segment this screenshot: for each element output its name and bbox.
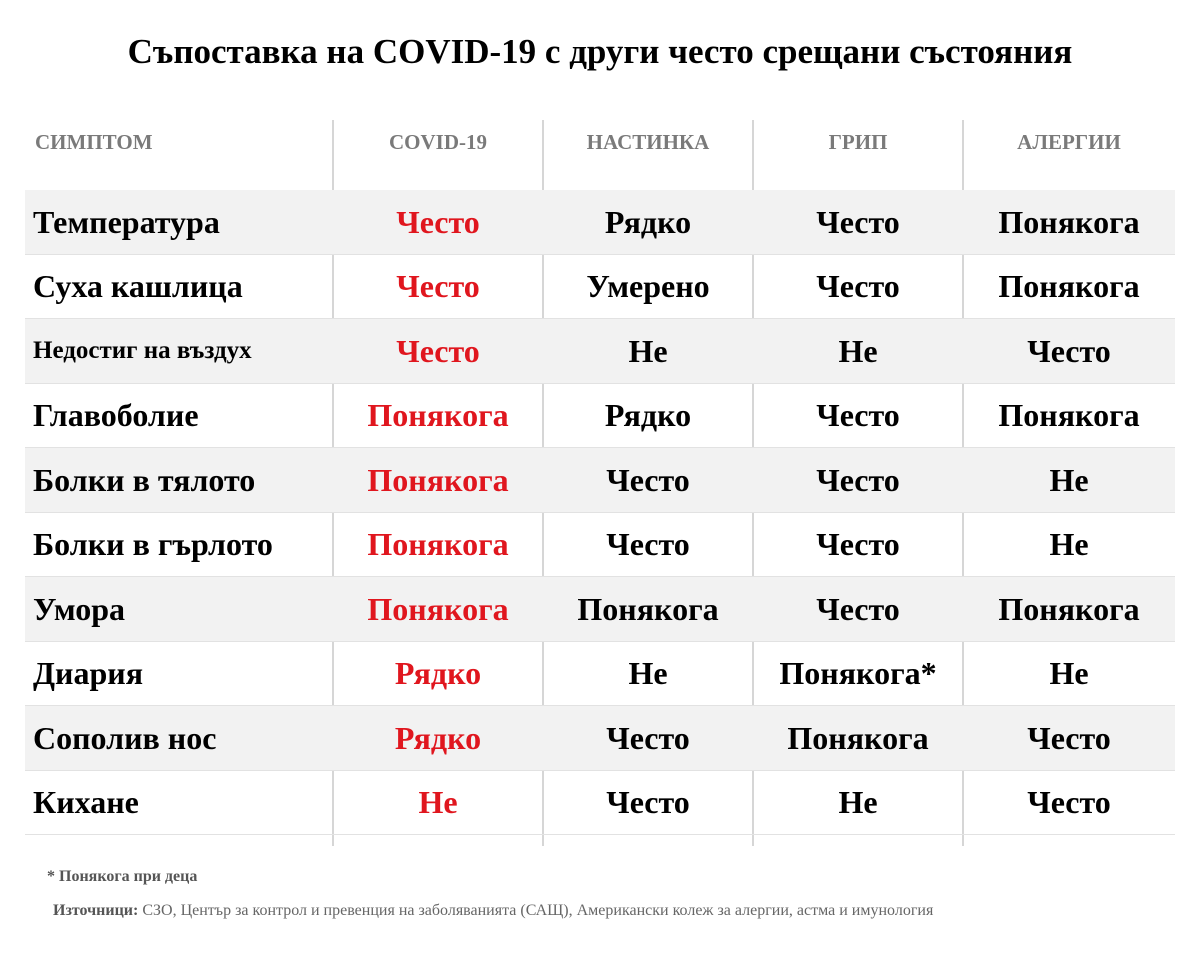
flu-cell: Не — [838, 332, 878, 369]
sources-text: СЗО, Център за контрол и превенция на заболяванията (САЩ), Американски колеж за алергии, астма и имунология — [138, 902, 934, 919]
covid-cell: Често — [396, 332, 480, 369]
cold-cell: Умерено — [586, 268, 710, 305]
allergies-cell: Понякога — [998, 268, 1140, 305]
covid-cell: Често — [396, 268, 480, 305]
flu-cell: Често — [816, 461, 900, 498]
flu-cell: Често — [816, 397, 900, 434]
table-row — [25, 319, 1175, 384]
symptom-cell: Главоболие — [33, 397, 199, 434]
sources-line — [53, 902, 933, 920]
symptom-cell: Температура — [33, 203, 220, 240]
allergies-cell: Понякога — [998, 590, 1140, 627]
table-row — [25, 706, 1175, 771]
table-row — [25, 513, 1175, 578]
cold-cell: Рядко — [604, 397, 692, 434]
flu-cell: Често — [816, 590, 900, 627]
table-row — [25, 577, 1175, 642]
table-row — [25, 771, 1175, 836]
allergies-cell: Не — [1049, 526, 1089, 563]
header-covid: COVID-19 — [389, 130, 487, 154]
covid-cell: Рядко — [394, 719, 482, 756]
symptom-cell: Сополив нос — [33, 719, 217, 756]
table-row — [25, 642, 1175, 707]
flu-cell: Често — [816, 526, 900, 563]
covid-cell: Понякога — [367, 590, 509, 627]
cold-cell: Понякога — [577, 590, 719, 627]
symptom-cell: Болки в тялото — [33, 461, 256, 498]
allergies-cell: Често — [1027, 719, 1111, 756]
flu-cell: Често — [816, 268, 900, 305]
flu-cell: Понякога* — [779, 655, 937, 692]
cold-cell: Често — [606, 784, 690, 821]
flu-cell: Често — [816, 203, 900, 240]
symptom-cell: Недостиг на въздух — [33, 337, 252, 365]
table-row — [25, 384, 1175, 449]
comparison-table — [25, 120, 1175, 835]
allergies-cell: Понякога — [998, 203, 1140, 240]
cold-cell: Често — [606, 526, 690, 563]
covid-cell: Рядко — [394, 655, 482, 692]
table-row — [25, 255, 1175, 320]
table-row — [25, 448, 1175, 513]
table-row — [25, 190, 1175, 255]
allergies-cell: Не — [1049, 655, 1089, 692]
covid-cell: Не — [418, 784, 458, 821]
symptom-cell: Суха кашлица — [33, 268, 243, 305]
header-cold: НАСТИНКА — [586, 130, 710, 154]
allergies-cell: Често — [1027, 784, 1111, 821]
footnote: * Понякога при деца — [47, 868, 198, 885]
covid-cell: Понякога — [367, 461, 509, 498]
table-header — [25, 120, 1175, 190]
page-title: Съпоставка на COVID-19 с други често срещани състояния — [127, 32, 1073, 71]
allergies-cell: Понякога — [998, 397, 1140, 434]
cold-cell: Често — [606, 719, 690, 756]
cold-cell: Не — [628, 655, 668, 692]
covid-cell: Понякога — [367, 397, 509, 434]
allergies-cell: Често — [1027, 332, 1111, 369]
symptom-cell: Умора — [33, 590, 126, 627]
covid-cell: Често — [396, 203, 480, 240]
header-symptom: СИМПТОМ — [35, 130, 153, 154]
cold-cell: Често — [606, 461, 690, 498]
header-flu: ГРИП — [828, 130, 888, 154]
header-allergies: АЛЕРГИИ — [1017, 130, 1121, 154]
flu-cell: Не — [838, 784, 878, 821]
sources-label: Източници: — [53, 902, 139, 919]
symptom-cell: Болки в гърлото — [33, 526, 273, 563]
symptom-cell: Диария — [33, 655, 143, 692]
cold-cell: Не — [628, 332, 668, 369]
symptom-cell: Кихане — [33, 784, 139, 821]
covid-cell: Понякога — [367, 526, 509, 563]
allergies-cell: Не — [1049, 461, 1089, 498]
cold-cell: Рядко — [604, 203, 692, 240]
flu-cell: Понякога — [787, 719, 929, 756]
